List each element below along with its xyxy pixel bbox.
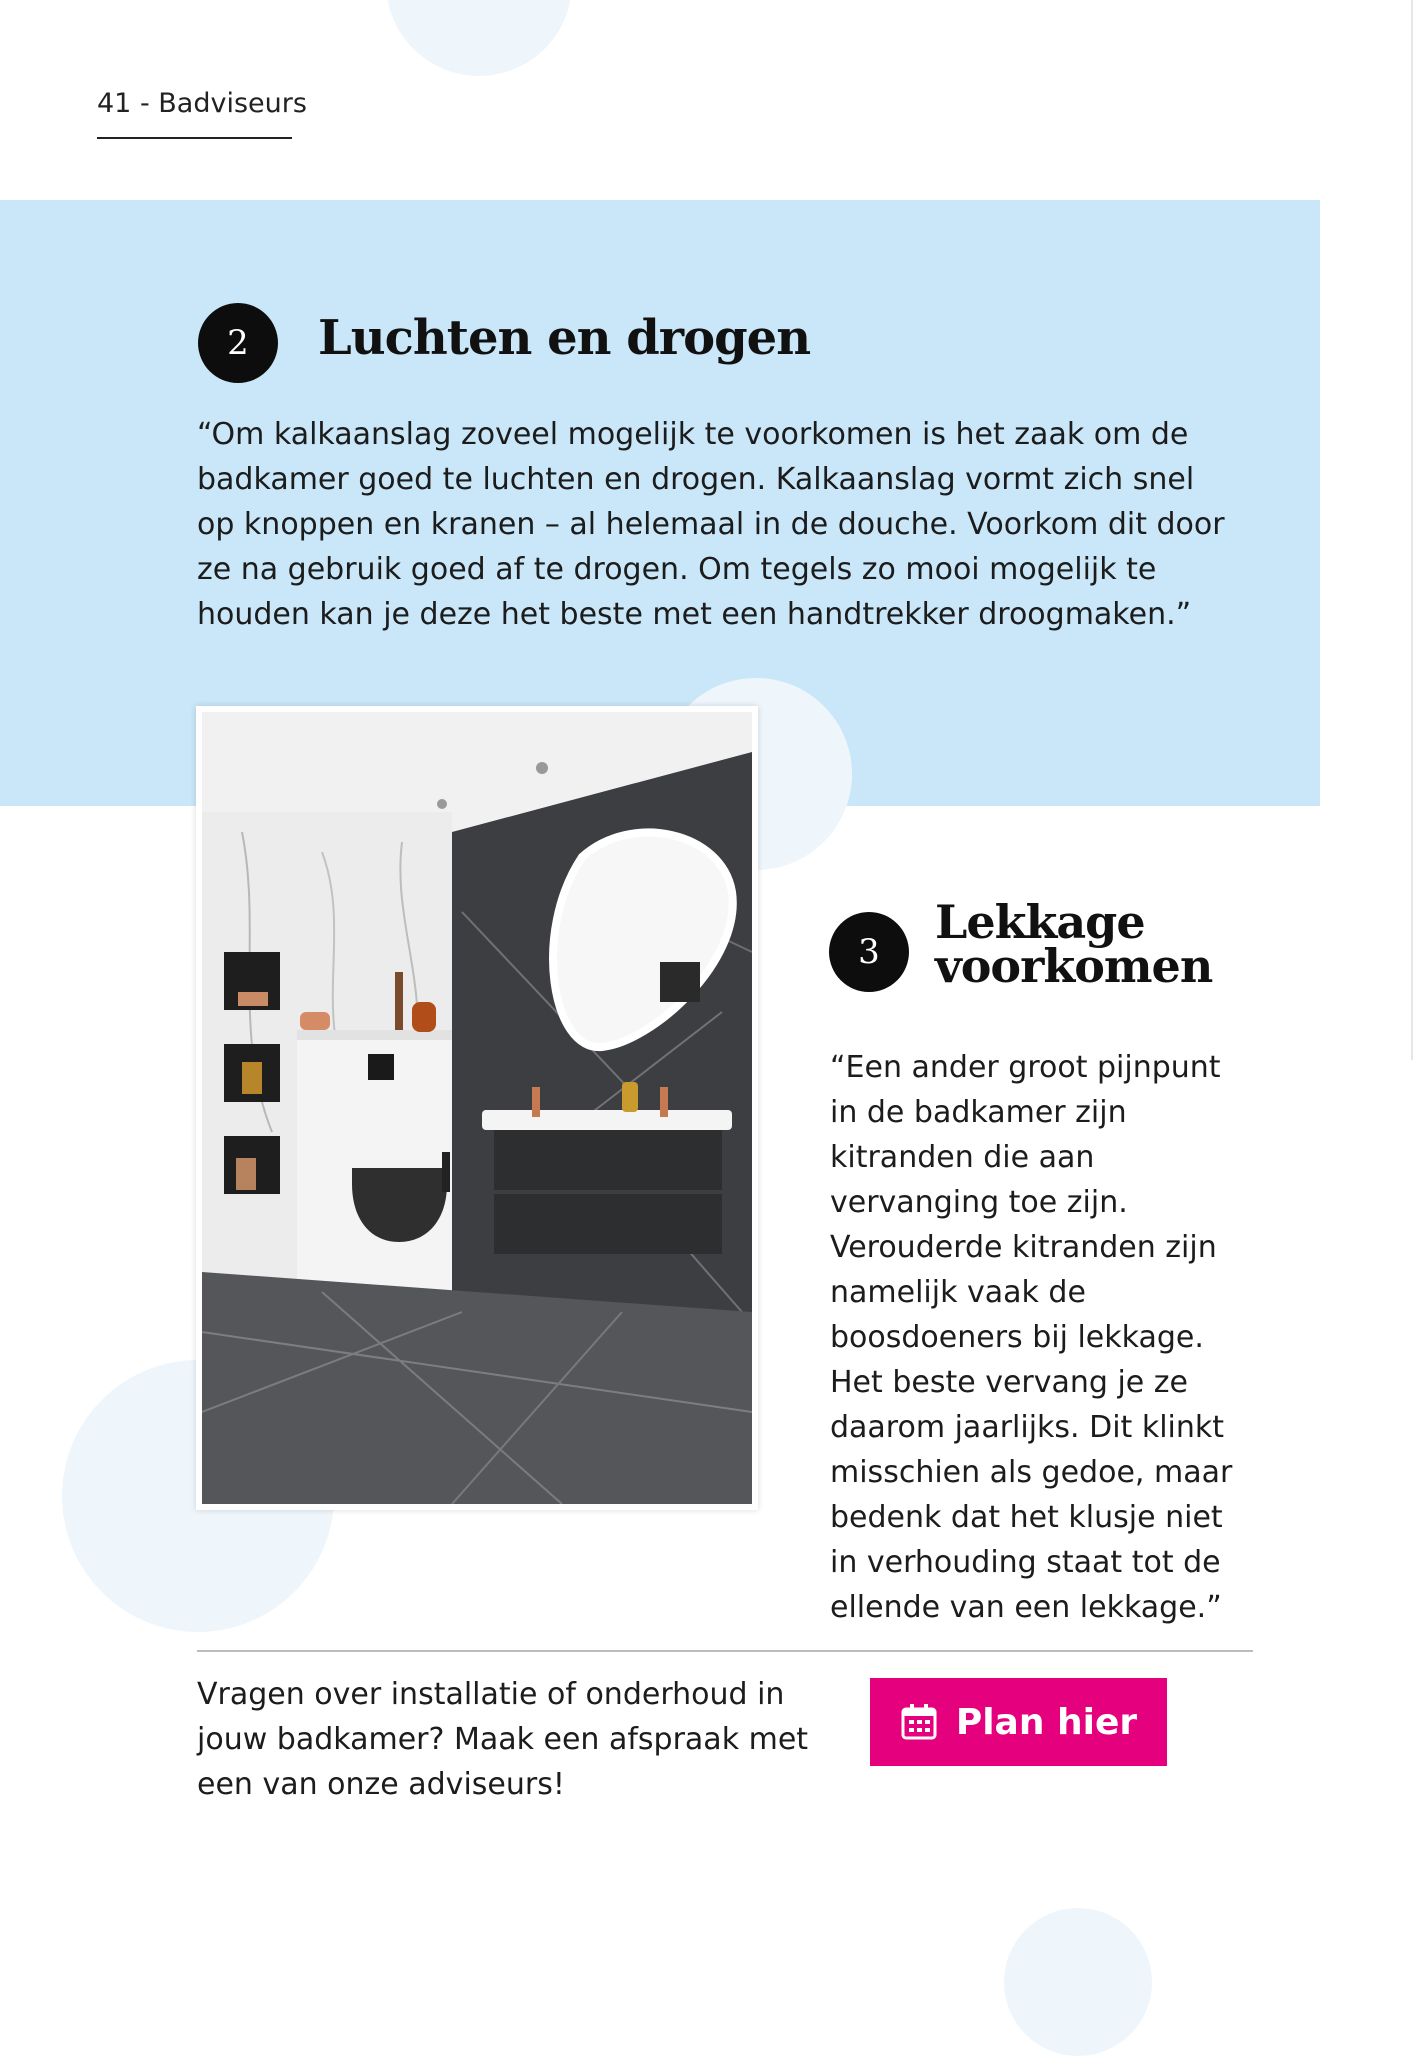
section-title-lekkage bbox=[935, 895, 1235, 993]
section-title-lekkage-line1: Lekkage bbox=[935, 895, 1145, 949]
section-title-luchten: Luchten en drogen bbox=[318, 310, 811, 366]
calendar-icon bbox=[900, 1703, 938, 1741]
page-edge-line bbox=[1411, 0, 1413, 1060]
section-number-badge-3: 3 bbox=[829, 912, 909, 992]
decor-circle-top bbox=[386, 0, 572, 76]
bathroom-photo bbox=[196, 706, 758, 1510]
page-number-label: 41 - Badviseurs bbox=[97, 88, 307, 119]
page-number-underline bbox=[97, 137, 292, 139]
section-number-badge-2: 2 bbox=[198, 303, 278, 383]
plan-hier-label: Plan hier bbox=[955, 1701, 1138, 1743]
section-quote-lekkage: “Een ander groot pijnpunt in de badkamer zijn kitranden die aan vervanging toe zijn. Verouderde kitranden zijn namelijk vaak de boosdoeners bij lekkage. Het beste vervang je ze daarom jaarlijks. Dit klinkt misschien als gedoe, maar bedenk dat het klusje niet in verhouding staat tot de ellende van een lekkage.” bbox=[830, 1050, 1233, 1625]
bathroom-illustration bbox=[202, 712, 752, 1504]
decor-circle-bottom bbox=[1004, 1908, 1152, 2056]
cta-text: Vragen over installatie of onderhoud in jouw badkamer? Maak een afspraak met een van onze adviseurs! bbox=[197, 1677, 809, 1802]
plan-hier-button[interactable] bbox=[870, 1678, 1167, 1766]
cta-divider bbox=[197, 1650, 1253, 1652]
section-quote-luchten: “Om kalkaanslag zoveel mogelijk te voorkomen is het zaak om de badkamer goed te luchten en drogen. Kalkaanslag vormt zich snel op knoppen en kranen – al helemaal in de douche. Voorkom dit door ze na gebruik goed af te drogen. Om tegels zo mooi mogelijk te houden kan je deze het beste met een handtrekker droogmaken.” bbox=[197, 417, 1225, 632]
section-title-lekkage-line2: voorkomen bbox=[935, 939, 1213, 993]
